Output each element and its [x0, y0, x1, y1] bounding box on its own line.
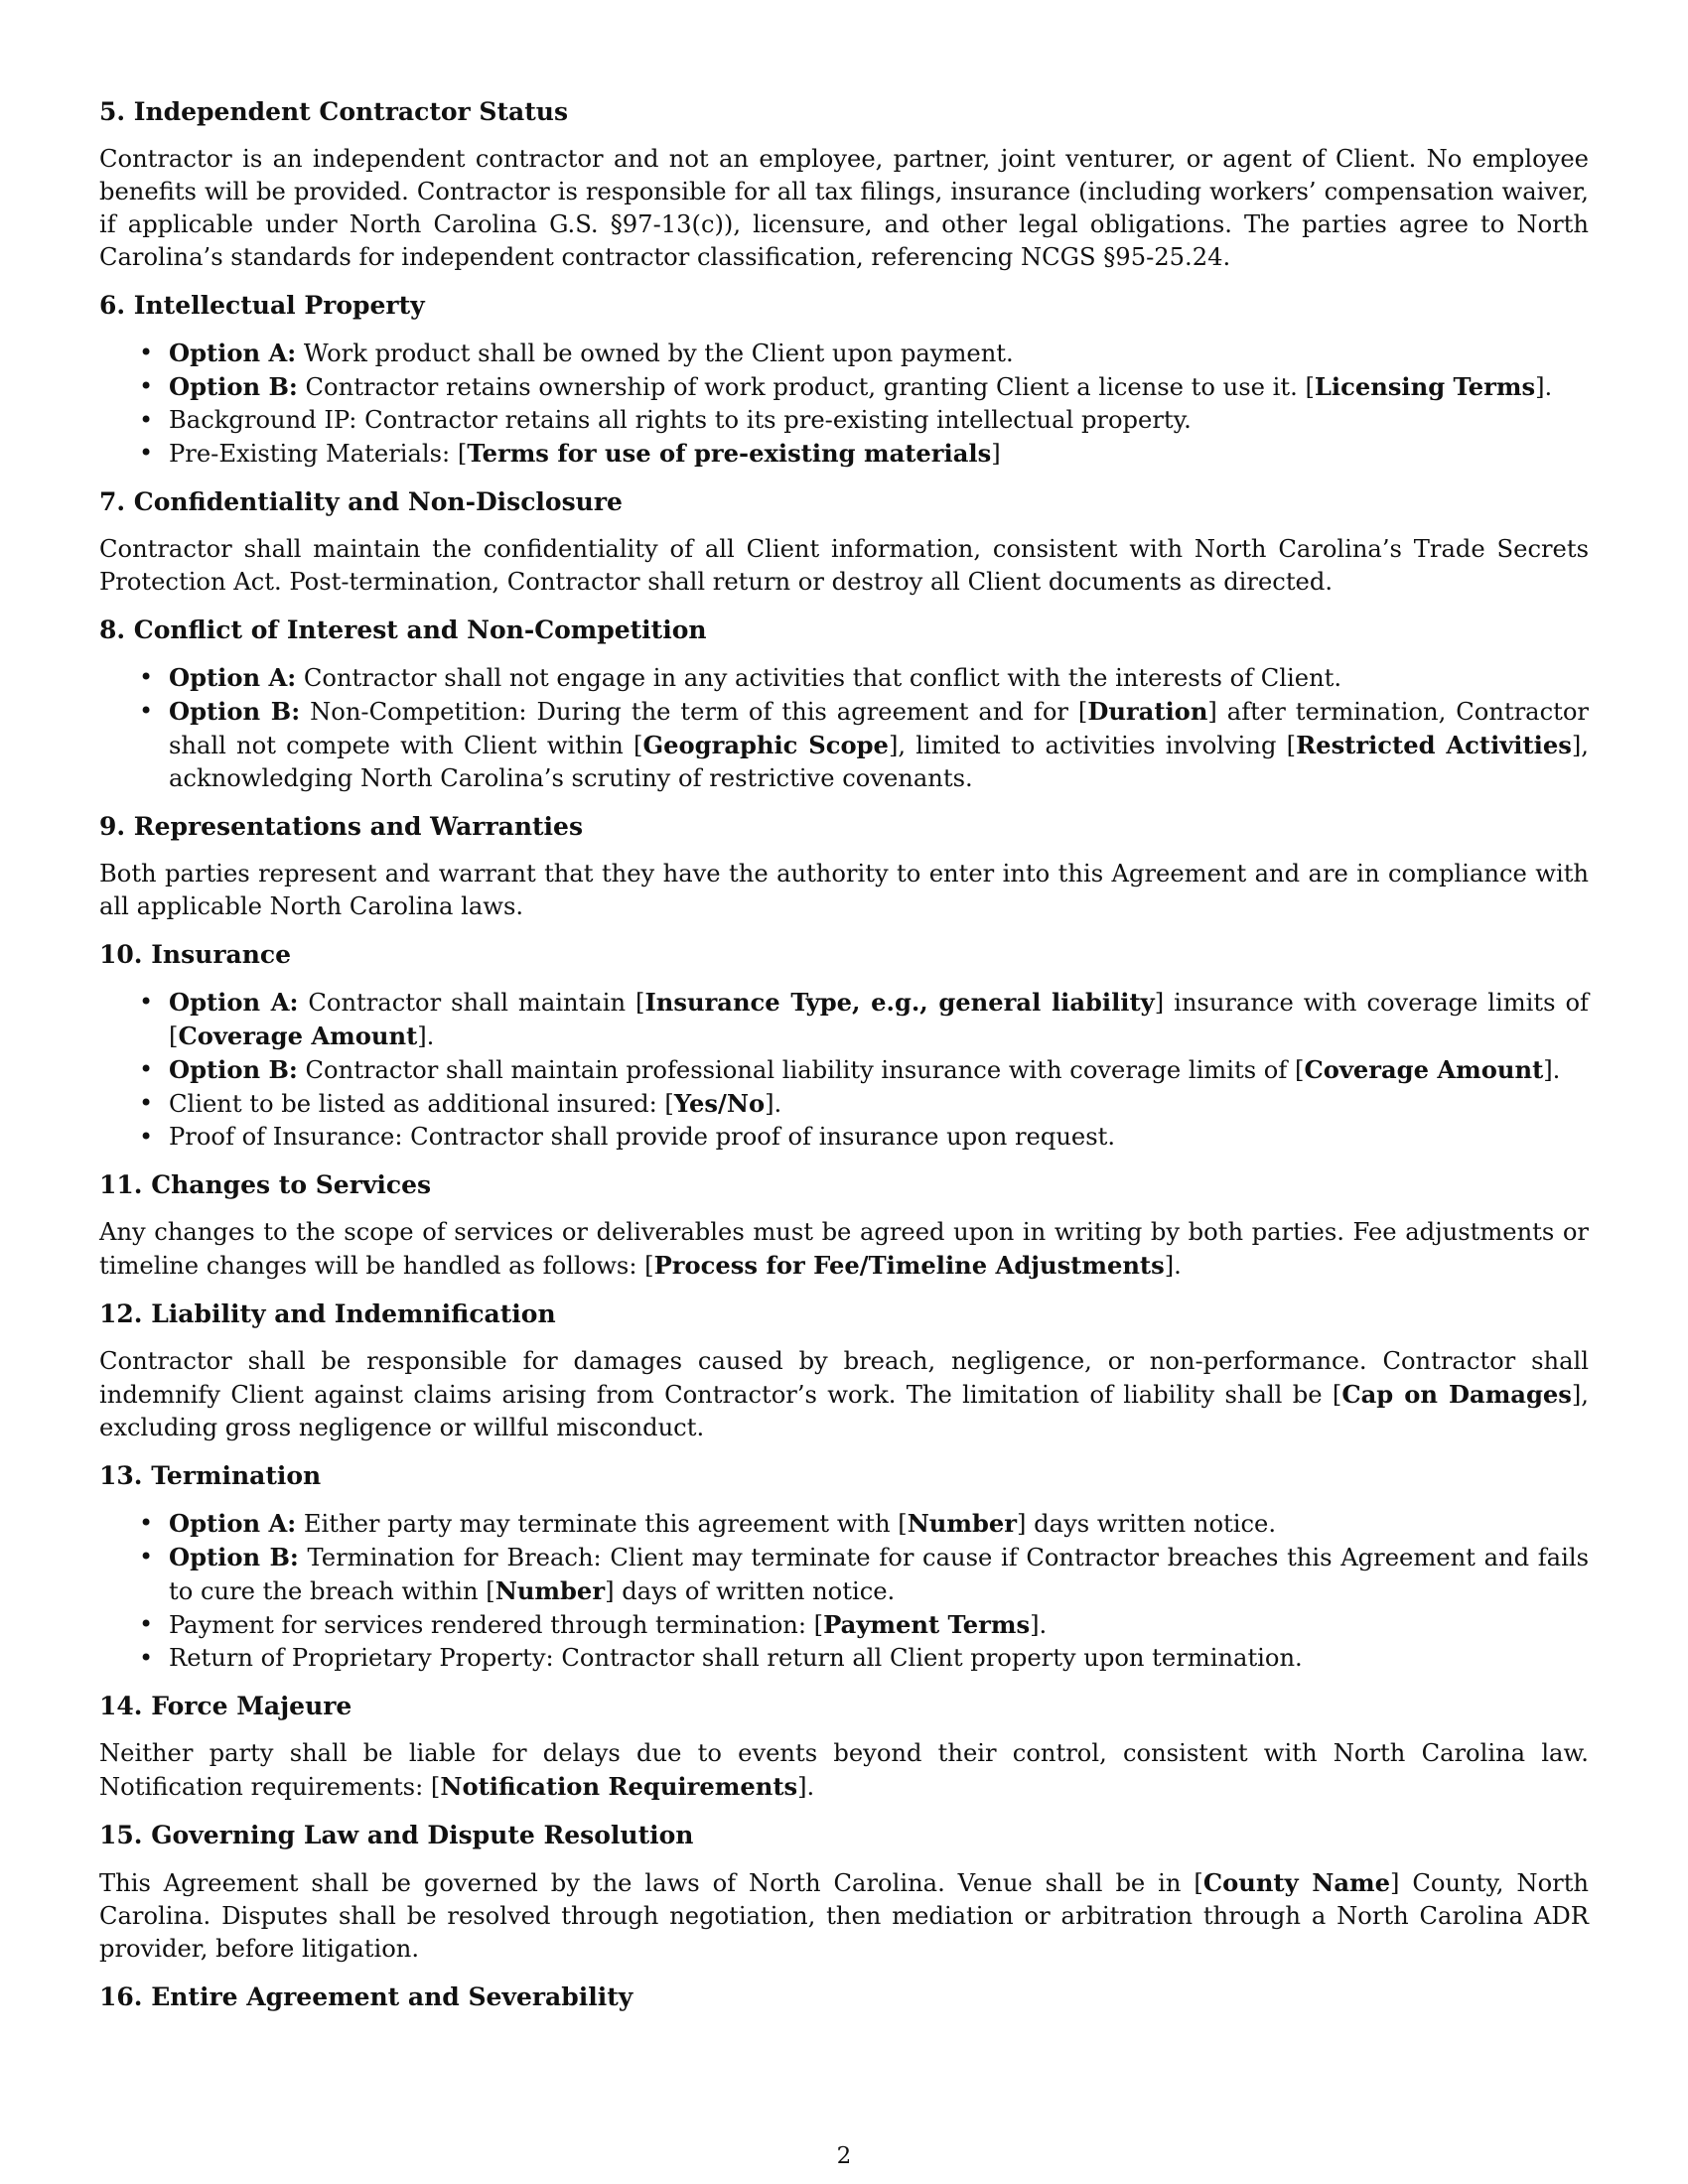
list-item [99, 1121, 1589, 1154]
document-page [99, 95, 1589, 2028]
placeholder-field: Coverage Amount [178, 1022, 418, 1050]
paragraph-text: Contractor shall be responsible for damages caused by breach, negligence, or non-performance. Contractor shall indemnify Client against claims arising from Contractor’s work. The limitation of liability shall be [ [99, 1347, 1589, 1409]
section-heading: 7. Confidentiality and Non-Disclosure [99, 487, 623, 516]
item-text: Return of Proprietary Property: Contractor shall return all Client property upon termination. [169, 1644, 1303, 1672]
option-label: Option A: [169, 663, 297, 692]
section-heading: 11. Changes to Services [99, 1170, 432, 1199]
item-text: ] insurance with coverage limits of [ [169, 989, 1590, 1050]
item-text: ]. [1535, 373, 1553, 401]
placeholder-field: Yes/No [673, 1089, 766, 1118]
placeholder-field: Terms for use of pre-existing materials [467, 439, 992, 468]
placeholder-field: Geographic Scope [642, 731, 889, 759]
placeholder-field: Number [907, 1509, 1018, 1538]
section-paragraph [99, 1866, 1589, 1966]
placeholder-field: Payment Terms [823, 1610, 1031, 1639]
paragraph-text: This Agreement shall be governed by the laws of North Carolina. Venue shall be in [ [99, 1869, 1203, 1897]
option-label: Option B: [169, 372, 298, 401]
paragraph-text: ], excluding gross negligence or willful misconduct. [99, 1381, 1589, 1441]
list-item [99, 437, 1589, 471]
list-item [99, 337, 1589, 370]
item-text: ] days written notice. [1017, 1510, 1277, 1538]
option-label: Option A: [169, 988, 299, 1017]
section-9 [99, 810, 1589, 923]
list-item [99, 1541, 1589, 1608]
section-15 [99, 1819, 1589, 1966]
section-heading: 6. Intellectual Property [99, 291, 425, 320]
list-item [99, 370, 1589, 404]
section-16 [99, 1980, 1589, 2014]
placeholder-field: Duration [1087, 697, 1208, 726]
item-text: Work product shall be owned by the Client upon payment. [296, 340, 1014, 367]
section-7 [99, 485, 1589, 599]
item-text: Background IP: Contractor retains all rights to its pre-existing intellectual property. [169, 406, 1192, 434]
item-text: ]. [1543, 1056, 1561, 1084]
section-heading: 13. Termination [99, 1461, 322, 1490]
item-text: Non-Competition: During the term of this agreement and for [ [300, 698, 1088, 726]
bullet-list [99, 986, 1589, 1154]
list-item [99, 986, 1589, 1053]
section-13 [99, 1459, 1589, 1675]
item-text: Either party may terminate this agreement with [ [296, 1510, 908, 1538]
list-item [99, 1087, 1589, 1121]
section-10 [99, 938, 1589, 1154]
item-text: ], limited to activities involving [ [888, 732, 1297, 759]
item-text: ], acknowledging North Carolina’s scrutiny of restrictive covenants. [169, 732, 1589, 792]
list-item [99, 695, 1589, 795]
item-text: Pre-Existing Materials: [ [169, 440, 468, 468]
section-heading: 16. Entire Agreement and Severability [99, 1982, 633, 2011]
placeholder-field: Notification Requirements [440, 1772, 798, 1801]
list-item [99, 404, 1589, 437]
item-text: ] [991, 440, 1001, 468]
option-label: Option A: [169, 1509, 297, 1538]
paragraph-text: Any changes to the scope of services or deliverables must be agreed upon in writing by both parties. Fee adjustments or timeline changes will be handled as follows: [ [99, 1218, 1589, 1280]
item-text: Client to be listed as additional insured: [ [169, 1090, 674, 1118]
placeholder-field: Insurance Type, e.g., general liability [644, 988, 1155, 1017]
placeholder-field: County Name [1202, 1868, 1391, 1897]
page-number: 2 [836, 2143, 852, 2169]
section-paragraph: Contractor is an independent contractor and not an employee, partner, joint venturer, or agent of Client. No employee benefits will be provided. Contractor is responsible for all tax filings, insurance (including workers’ compensation waiver, if applicable under North Carolina G.S. §97-13(c)), licensure, and other legal obligations. The parties agree to North Carolina’s standards for independent contractor classification, referencing NCGS §95-25.24. [99, 145, 1589, 271]
bullet-list [99, 1507, 1589, 1675]
item-text: Proof of Insurance: Contractor shall provide proof of insurance upon request. [169, 1123, 1116, 1151]
option-label: Option B: [169, 1055, 298, 1084]
section-14 [99, 1690, 1589, 1804]
item-text: Contractor shall maintain professional liability insurance with coverage limits of [ [297, 1056, 1305, 1084]
item-text: Payment for services rendered through termination: [ [169, 1611, 824, 1639]
section-6 [99, 289, 1589, 471]
section-paragraph [99, 1345, 1589, 1444]
section-paragraph [99, 1216, 1589, 1283]
section-paragraph: Both parties represent and warrant that they have the authority to enter into this Agreement and are in compliance with all applicable North Carolina laws. [99, 860, 1589, 920]
item-text: ]. [765, 1090, 782, 1118]
placeholder-field: Process for Fee/Timeline Adjustments [653, 1251, 1165, 1280]
section-heading: 12. Liability and Indemnification [99, 1299, 556, 1328]
placeholder-field: Cap on Damages [1341, 1380, 1572, 1409]
item-text: Contractor shall maintain [ [298, 989, 645, 1017]
item-text: Contractor shall not engage in any activities that conflict with the interests of Client. [296, 664, 1342, 692]
section-heading: 5. Independent Contractor Status [99, 97, 569, 126]
option-label: Option B: [169, 1543, 299, 1571]
paragraph-text: ]. [1164, 1252, 1182, 1280]
item-text: Termination for Breach: Client may terminate for cause if Contractor breaches this Agreement and fails to cure the breach within [ [169, 1544, 1589, 1605]
section-heading: 15. Governing Law and Dispute Resolution [99, 1821, 694, 1849]
placeholder-field: Restricted Activities [1296, 731, 1572, 759]
placeholder-field: Licensing Terms [1314, 372, 1536, 401]
section-heading: 9. Representations and Warranties [99, 812, 584, 841]
section-paragraph [99, 1737, 1589, 1804]
list-item [99, 1608, 1589, 1642]
paragraph-text: Neither party shall be liable for delays due to events beyond their control, consistent with North Carolina law. Notification requirements: [ [99, 1739, 1589, 1801]
option-label: Option A: [169, 339, 297, 367]
placeholder-field: Coverage Amount [1304, 1055, 1544, 1084]
item-text: ] after termination, Contractor shall not compete with Client within [ [169, 698, 1589, 759]
section-8 [99, 614, 1589, 795]
paragraph-text: ] County, North Carolina. Disputes shall be resolved through negotiation, then mediation or arbitration through a North Carolina ADR provider, before litigation. [99, 1869, 1589, 1963]
paragraph-text: ]. [797, 1773, 815, 1801]
list-item [99, 1053, 1589, 1087]
list-item [99, 1642, 1589, 1675]
bullet-list [99, 337, 1589, 471]
section-5 [99, 95, 1589, 274]
section-paragraph: Contractor shall maintain the confidentiality of all Client information, consistent with North Carolina’s Trade Secrets Protection Act. Post-termination, Contractor shall return or destroy all Client documents as directed. [99, 535, 1589, 596]
section-heading: 8. Conflict of Interest and Non-Competition [99, 615, 707, 644]
section-11 [99, 1168, 1589, 1283]
option-label: Option B: [169, 697, 301, 726]
section-12 [99, 1297, 1589, 1444]
section-heading: 14. Force Majeure [99, 1692, 352, 1720]
item-text: Contractor retains ownership of work product, granting Client a license to use it. [ [297, 373, 1315, 401]
item-text: ]. [417, 1023, 435, 1050]
placeholder-field: Number [494, 1576, 606, 1605]
item-text: ]. [1030, 1611, 1048, 1639]
item-text: ] days of written notice. [605, 1577, 896, 1605]
section-heading: 10. Insurance [99, 940, 291, 969]
list-item [99, 1507, 1589, 1541]
list-item [99, 661, 1589, 695]
bullet-list [99, 661, 1589, 795]
